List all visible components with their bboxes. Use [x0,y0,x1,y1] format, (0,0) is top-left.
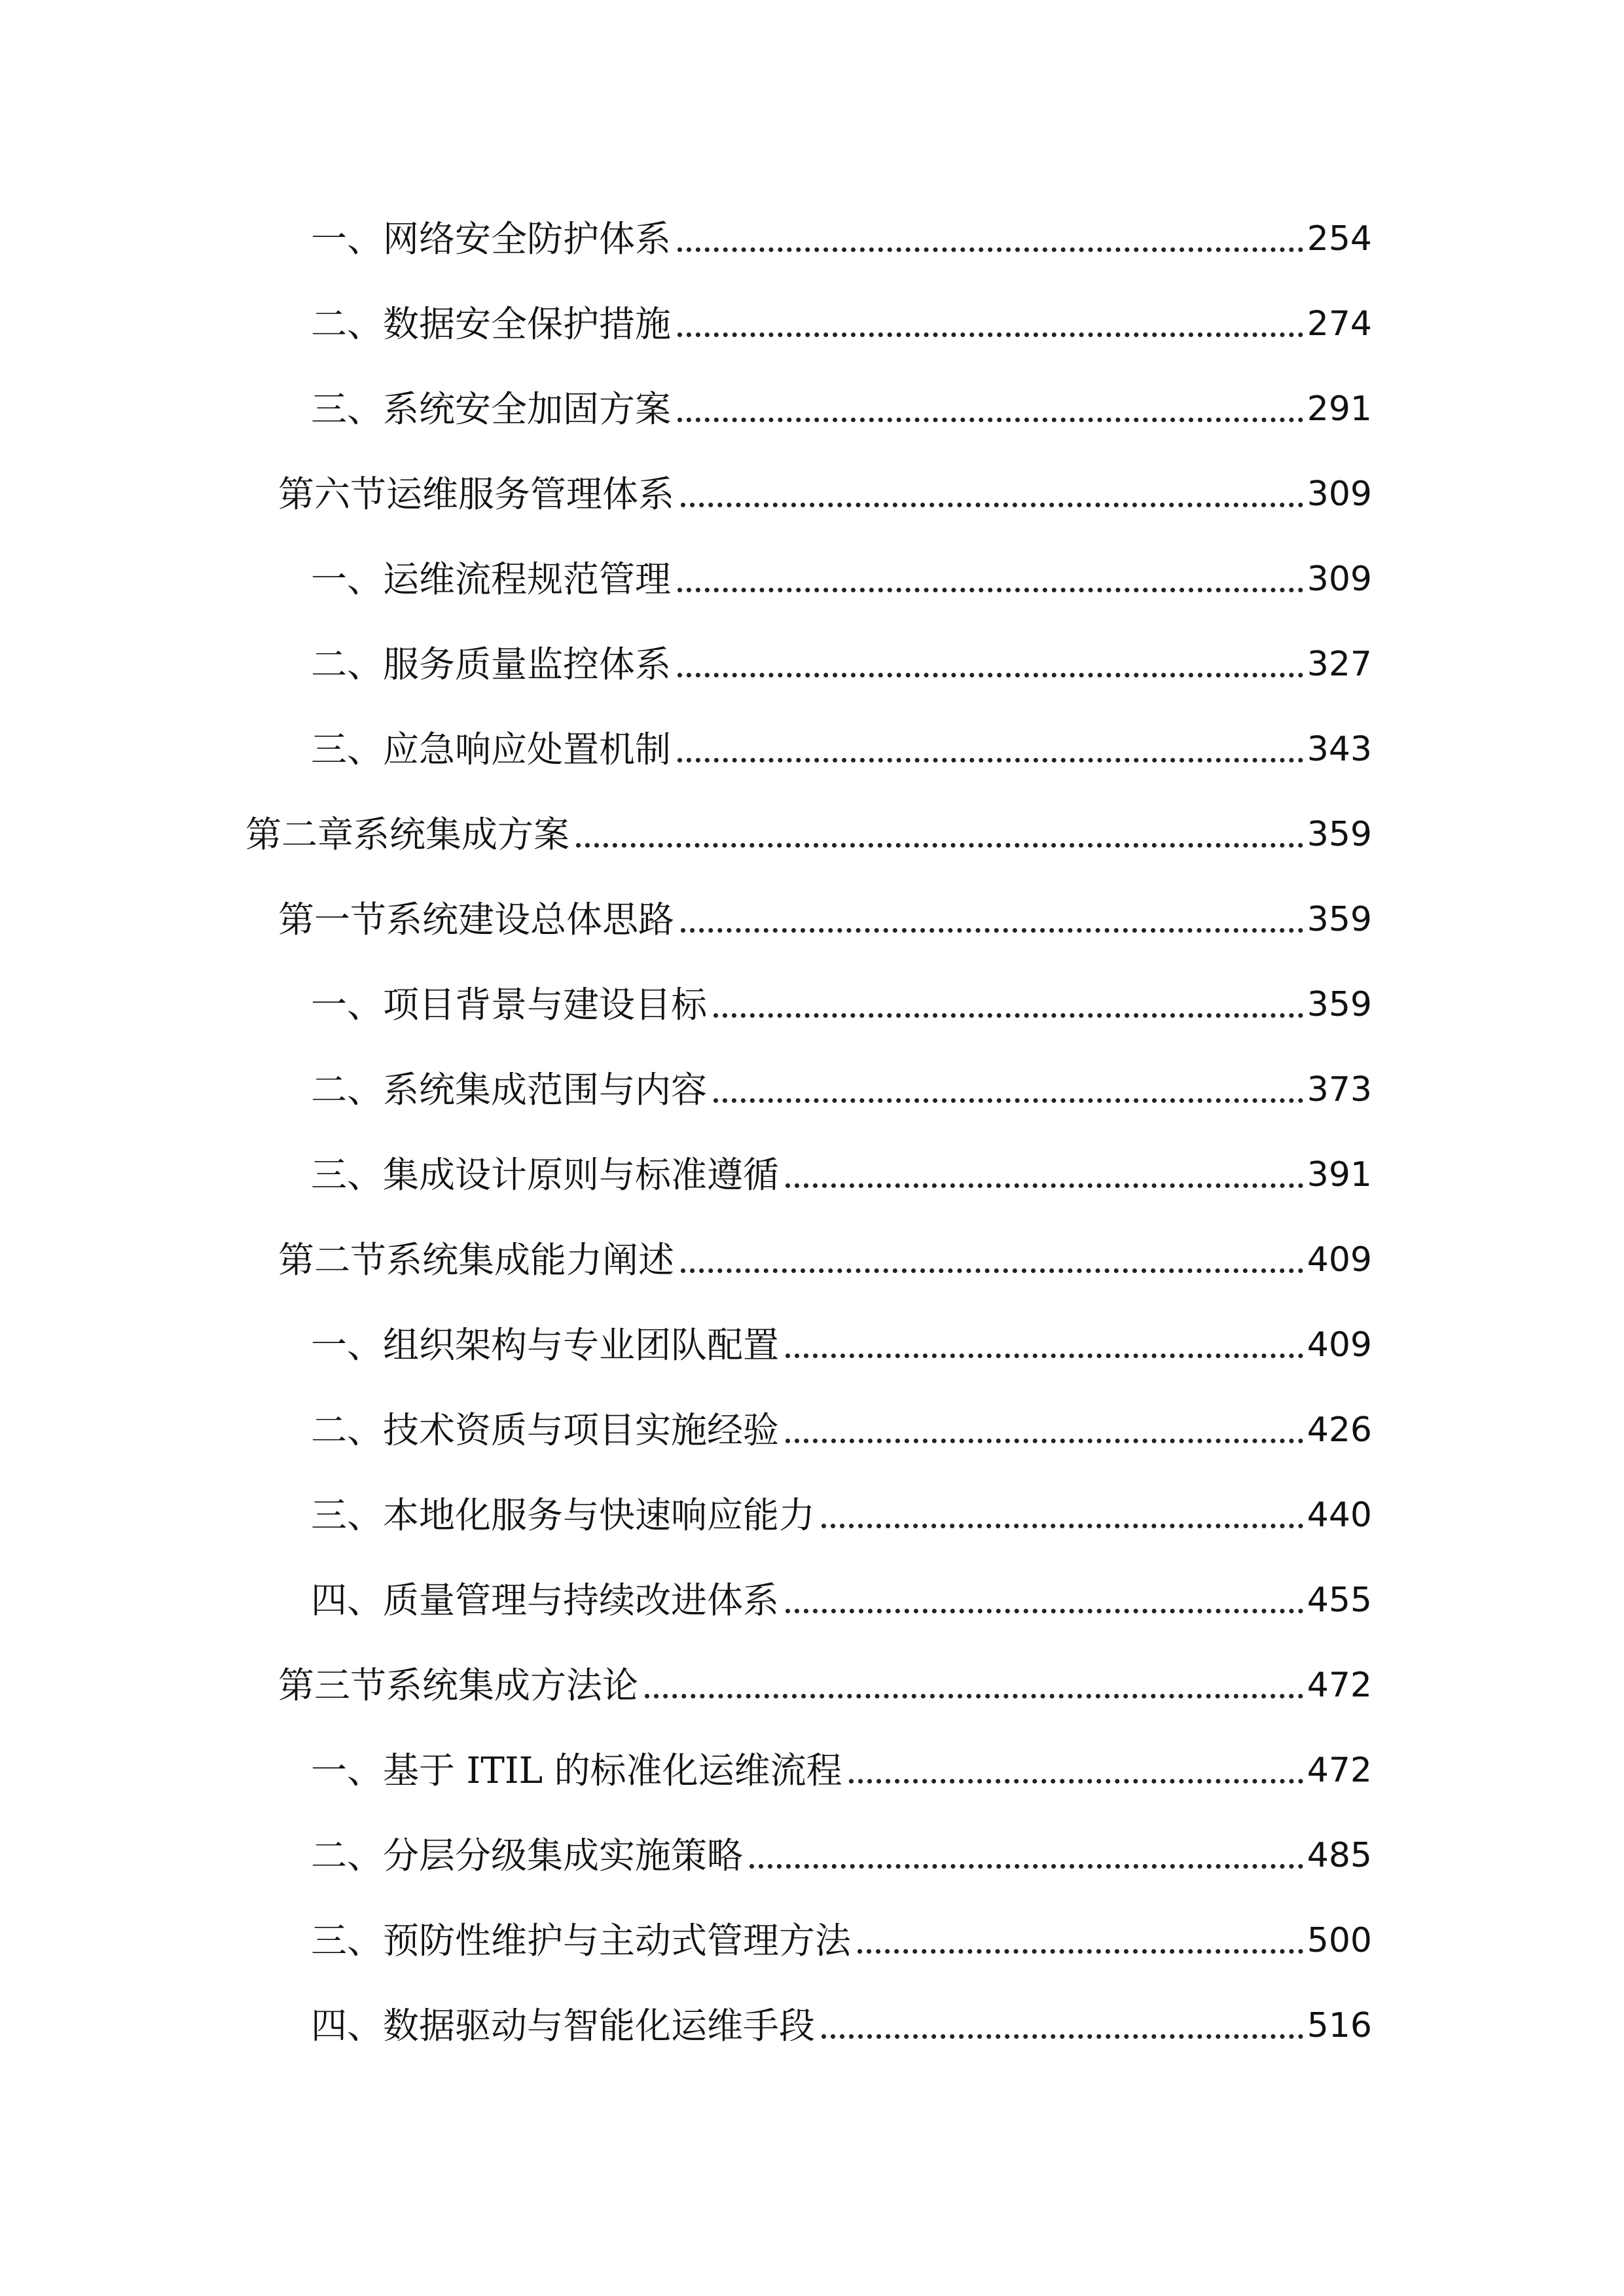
toc-entry-page: 409 [1307,1325,1372,1365]
toc-entry-title: 二、技术资质与项目实施经验 [311,1409,780,1451]
toc-entry[interactable] [311,723,1372,776]
toc-entry-title: 第一节系统建设总体思路 [278,899,675,941]
toc-entry-page: 472 [1307,1666,1372,1705]
toc-dot-leader [849,1744,1303,1797]
toc-entry-page: 440 [1307,1496,1372,1535]
toc-entry[interactable] [311,1149,1372,1201]
toc-entry[interactable] [311,1914,1372,1967]
toc-entry-title: 三、本地化服务与快速响应能力 [311,1494,816,1536]
toc-dot-leader [677,723,1303,776]
toc-entry-title: 四、数据驱动与智能化运维手段 [311,2005,816,2047]
toc-entry-page: 309 [1307,475,1372,514]
toc-dot-leader [857,1914,1303,1967]
toc-entry-page: 426 [1307,1410,1372,1450]
toc-entry[interactable] [311,213,1372,265]
toc-entry-title: 三、系统安全加固方案 [311,388,672,430]
toc-entry-title: 三、集成设计原则与标准遵循 [311,1154,780,1196]
toc-dot-leader [645,1659,1303,1712]
toc-entry-page: 409 [1307,1240,1372,1280]
toc-dot-leader [677,383,1303,435]
toc-dot-leader [785,1149,1303,1201]
toc-entry-page: 391 [1307,1155,1372,1194]
toc-entry[interactable] [311,1319,1372,1371]
toc-entry-title: 一、网络安全防护体系 [311,218,672,260]
toc-dot-leader [785,1574,1303,1626]
toc-entry[interactable] [311,553,1372,605]
toc-entry-page: 500 [1307,1921,1372,1960]
toc-entry-page: 327 [1307,645,1372,684]
toc-entry-title: 三、应急响应处置机制 [311,728,672,770]
toc-entry[interactable] [278,1659,1372,1712]
toc-entry[interactable] [311,298,1372,350]
toc-entry[interactable] [311,638,1372,691]
toc-entry-title: 四、质量管理与持续改进体系 [311,1579,780,1621]
toc-entry[interactable] [278,468,1372,520]
toc-entry-page: 373 [1307,1070,1372,1109]
toc-entry-page: 254 [1307,219,1372,259]
toc-entry[interactable] [311,1489,1372,1541]
toc-entry-page: 274 [1307,304,1372,344]
toc-entry-title: 二、分层分级集成实施策略 [311,1835,744,1876]
toc-dot-leader [677,213,1303,265]
toc-entry[interactable] [311,1404,1372,1456]
toc-dot-leader [713,978,1303,1031]
toc-entry[interactable] [311,1574,1372,1626]
toc-entry-title: 二、数据安全保护措施 [311,303,672,345]
toc-dot-leader [677,553,1303,605]
toc-entry-title: 第二章系统集成方案 [245,814,570,855]
toc-entry-title: 二、系统集成范围与内容 [311,1069,708,1111]
toc-entry[interactable] [245,808,1372,861]
toc-entry[interactable] [278,1234,1372,1286]
toc-entry-title: 一、组织架构与专业团队配置 [311,1324,780,1366]
toc-entry-title: 第二节系统集成能力阐述 [278,1239,675,1281]
toc-entry[interactable] [311,383,1372,435]
toc-entry[interactable] [311,1064,1372,1116]
toc-entry-page: 485 [1307,1836,1372,1875]
toc-dot-leader [576,808,1303,861]
toc-entry-page: 359 [1307,985,1372,1024]
toc-dot-leader [681,893,1303,946]
toc-dot-leader [681,1234,1303,1286]
toc-entry-title: 第六节运维服务管理体系 [278,473,675,515]
toc-entry-title: 一、基于 ITIL 的标准化运维流程 [311,1749,842,1791]
toc-dot-leader [821,2000,1303,2052]
toc-entry[interactable] [311,1829,1372,1882]
toc-entry-page: 455 [1307,1581,1372,1620]
toc-entry-page: 472 [1307,1751,1372,1790]
toc-entry-title: 二、服务质量监控体系 [311,643,672,685]
toc-dot-leader [713,1064,1303,1116]
toc-entry-title: 一、运维流程规范管理 [311,558,672,600]
toc-entry-page: 516 [1307,2006,1372,2045]
toc-dot-leader [681,468,1303,520]
toc-entry[interactable] [278,893,1372,946]
toc-entry-title: 三、预防性维护与主动式管理方法 [311,1920,852,1962]
toc-entry[interactable] [311,1744,1372,1797]
toc-entry[interactable] [311,2000,1372,2052]
toc-dot-leader [749,1829,1303,1882]
toc-dot-leader [677,638,1303,691]
toc-entry-page: 343 [1307,730,1372,769]
toc-dot-leader [677,298,1303,350]
toc-dot-leader [785,1404,1303,1456]
toc-entry-page: 309 [1307,560,1372,599]
toc-dot-leader [785,1319,1303,1371]
toc-entry-page: 359 [1307,815,1372,854]
toc-entry-title: 第三节系统集成方法论 [278,1664,639,1706]
toc-entry-title: 一、项目背景与建设目标 [311,984,708,1026]
toc-entry-page: 359 [1307,900,1372,939]
toc-entry[interactable] [311,978,1372,1031]
toc-dot-leader [821,1489,1303,1541]
toc-entry-page: 291 [1307,389,1372,429]
